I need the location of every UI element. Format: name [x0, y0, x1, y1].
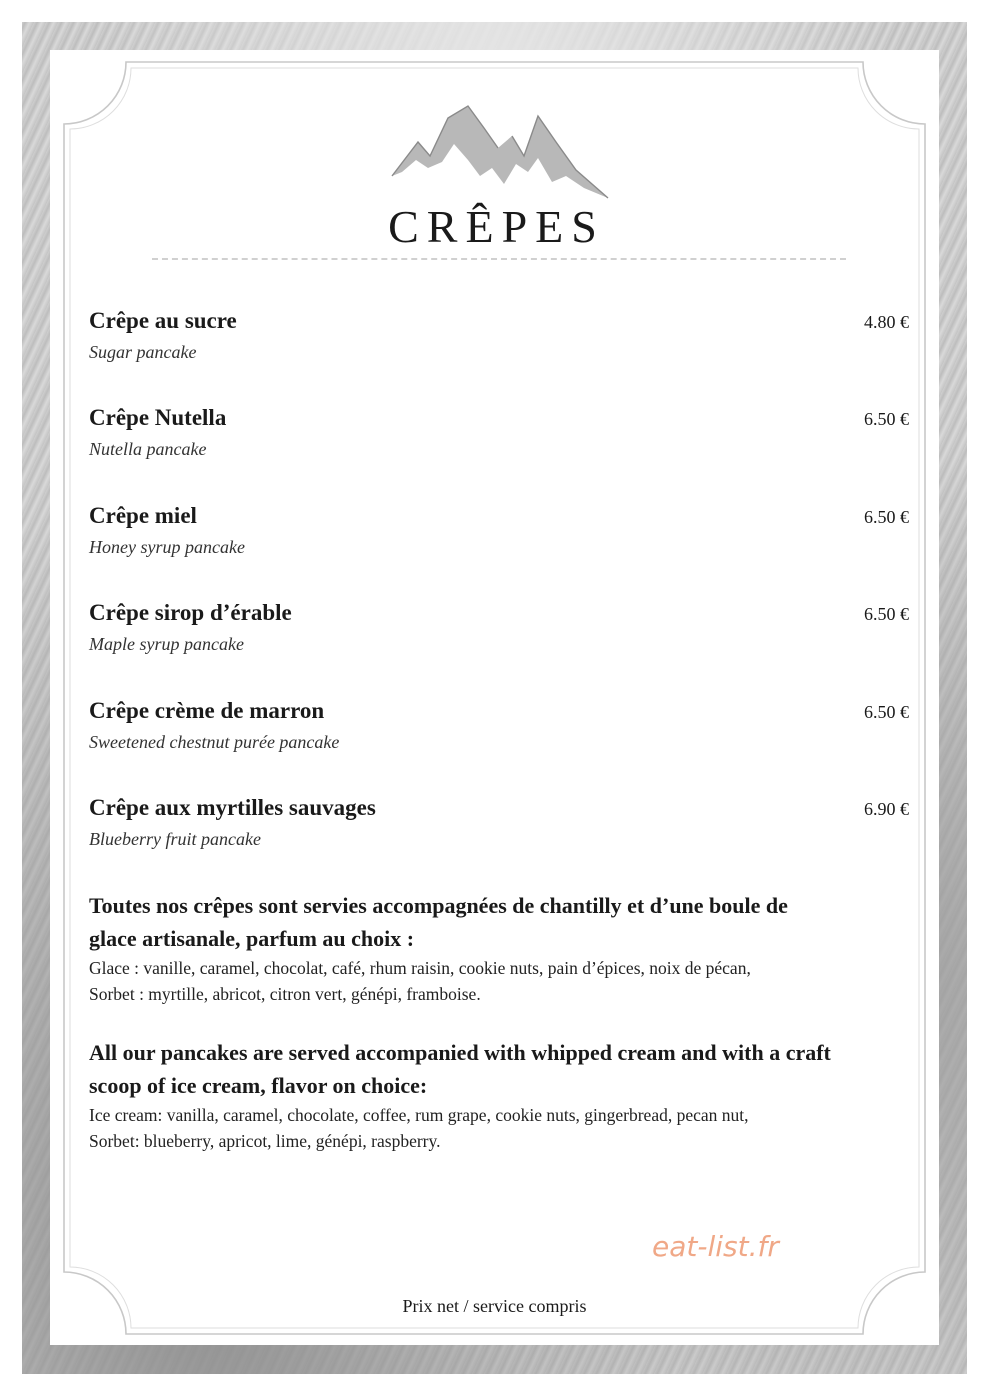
item-price: 6.50 € — [864, 409, 909, 429]
item-price: 6.50 € — [864, 507, 909, 527]
watermark: eat-list.fr — [652, 1230, 779, 1263]
note-heading-line: glace artisanale, parfum au choix : — [89, 926, 415, 951]
item-name: Crêpe Nutella — [89, 405, 227, 430]
item-price: 4.80 € — [864, 312, 909, 332]
item-name: Crêpe crème de marron — [89, 698, 325, 723]
note-flavors-line: Sorbet : myrtille, abricot, citron vert, génépi, framboise. — [89, 984, 481, 1004]
note-english — [89, 1036, 929, 1154]
note-heading-line: All our pancakes are served accompanied with whipped cream and with a craft — [89, 1040, 831, 1065]
item-name: Crêpe miel — [89, 503, 197, 528]
item-description: Sugar pancake — [89, 342, 197, 362]
item-description: Maple syrup pancake — [89, 634, 244, 654]
menu-item — [89, 308, 911, 368]
item-name: Crêpe sirop d’érable — [89, 600, 292, 625]
menu-item — [89, 795, 911, 855]
item-name: Crêpe au sucre — [89, 308, 237, 333]
menu-item — [89, 698, 911, 758]
menu-item — [89, 405, 911, 465]
item-description: Blueberry fruit pancake — [89, 829, 261, 849]
menu-item — [89, 600, 911, 660]
item-name: Crêpe aux myrtilles sauvages — [89, 795, 376, 820]
page-title: CRÊPES — [388, 201, 605, 252]
item-price: 6.90 € — [864, 799, 909, 819]
item-description: Honey syrup pancake — [89, 537, 245, 557]
note-flavors-line: Ice cream: vanilla, caramel, chocolate, coffee, rum grape, cookie nuts, gingerbread, pecan nut, — [89, 1105, 749, 1125]
item-price: 6.50 € — [864, 702, 909, 722]
item-description: Nutella pancake — [89, 439, 207, 459]
item-description: Sweetened chestnut purée pancake — [89, 732, 340, 752]
note-flavors-line: Glace : vanille, caramel, chocolat, café, rhum raisin, cookie nuts, pain d’épices, noix de pécan, — [89, 958, 751, 978]
title-divider — [152, 258, 846, 260]
mountain-icon — [388, 98, 613, 203]
menu-item — [89, 503, 911, 563]
note-heading-line: Toutes nos crêpes sont servies accompagnées de chantilly et d’une boule de — [89, 893, 788, 918]
note-flavors-line: Sorbet: blueberry, apricot, lime, génépi, raspberry. — [89, 1131, 441, 1151]
footer-note: Prix net / service compris — [402, 1296, 587, 1316]
item-price: 6.50 € — [864, 604, 909, 624]
note-heading-line: scoop of ice cream, flavor on choice: — [89, 1073, 428, 1098]
note-french — [89, 889, 929, 1007]
